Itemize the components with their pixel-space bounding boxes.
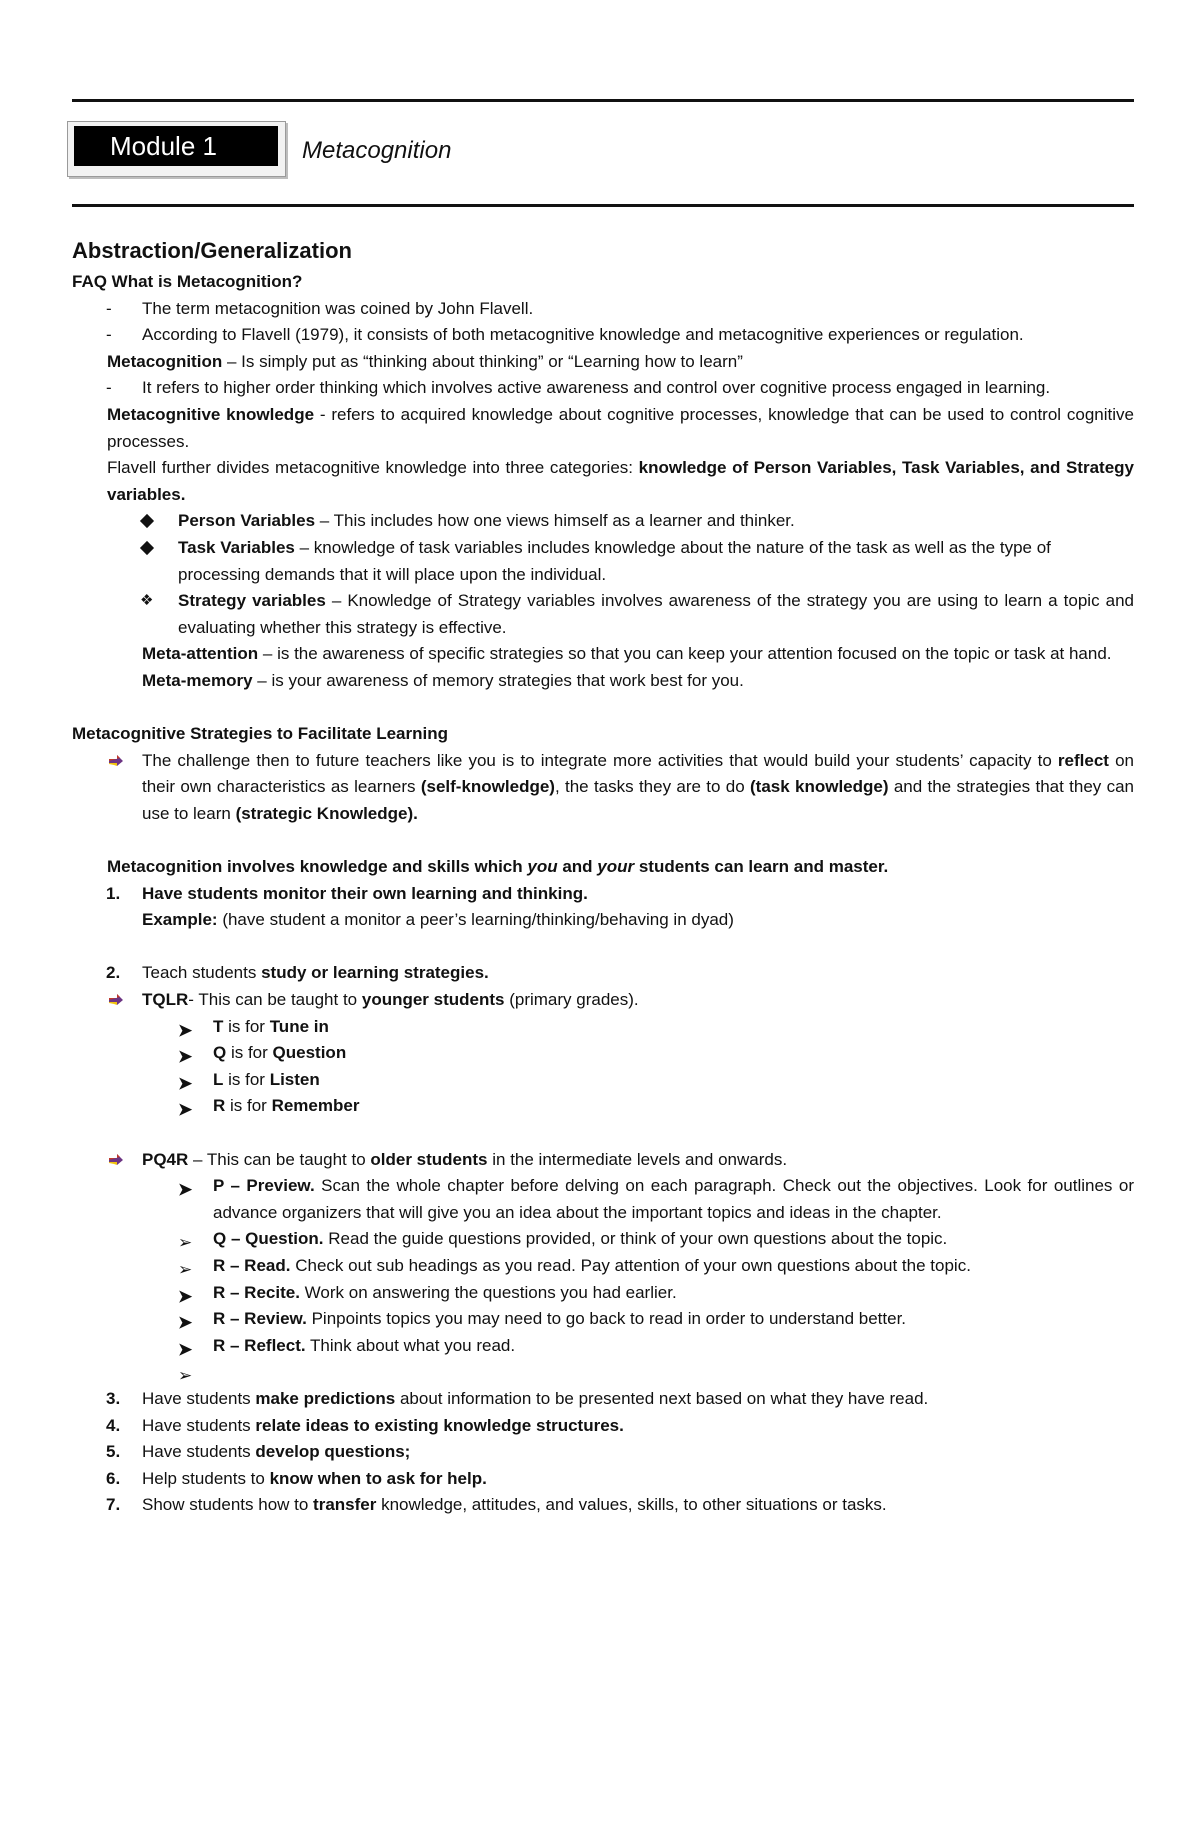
variable-item: Task Variables – knowledge of task variables includes knowledge about the nature of the task as well as the type of processing demands that it will place upon the individual. <box>72 535 1134 588</box>
dash-marker: - <box>106 298 112 318</box>
strategies-heading: Metacognitive Strategies to Facilitate Learning <box>72 724 448 744</box>
faq-heading: FAQ What is Metacognition? <box>72 272 303 291</box>
arrowhead-outline-bullet-icon: ➢ <box>178 1233 193 1253</box>
top-rule <box>72 99 1134 102</box>
list-item: 2. Teach students study or learning strategies. <box>106 963 489 983</box>
section-title: Abstraction/Generalization <box>72 238 352 263</box>
pq4r-subitem: ➢ Q – Question. Read the guide questions provided, or think of your own questions about the topic. <box>72 1226 1134 1253</box>
list-item: 5. Have students develop questions; <box>106 1442 411 1462</box>
spacer <box>72 695 1134 722</box>
pq4r-subitem: ➤ P – Preview. Scan the whole chapter before delving on each paragraph. Check out the objectives. Look for outlines or advance organizers that will give you an idea about the important topics and ideas in the chapter. <box>178 1176 1134 1222</box>
spacer <box>72 934 1134 961</box>
tqlr-item: TQLR- This can be taught to younger students (primary grades). <box>72 987 1134 1014</box>
variable-item: ❖ Strategy variables – Knowledge of Strategy variables involves awareness of the strategy you are using to learn a topic and evaluating whether this strategy is effective. <box>72 588 1134 641</box>
dash-marker: - <box>106 325 112 345</box>
arrowhead-bullet-icon: ➤ <box>178 1286 193 1306</box>
diamond-bullet-icon <box>140 541 154 555</box>
spacer <box>72 1120 1134 1147</box>
document-body <box>72 235 1134 1519</box>
arrowhead-bullet-icon: ➤ <box>178 1073 193 1093</box>
tqlr-subitem: ➤ Q is for Question <box>72 1040 1134 1067</box>
diamond-bullet-icon <box>140 514 154 528</box>
arrowhead-bullet-icon: ➤ <box>178 1313 193 1333</box>
pq4r-empty-subitem <box>72 1359 1134 1386</box>
arrowhead-bullet-icon: ➤ <box>178 1180 193 1200</box>
tqlr-subitem: ➤ T is for Tune in <box>72 1014 1134 1041</box>
metacognition-detail: - It refers to higher order thinking which involves active awareness and control over cognitive process engaged in learning. <box>72 375 1134 402</box>
arrow-bullet-icon <box>108 992 124 1007</box>
arrowhead-bullet-icon: ➤ <box>178 1100 193 1120</box>
faq-item: - According to Flavell (1979), it consists of both metacognitive knowledge and metacognitive experiences or regulation. <box>72 322 1134 349</box>
pq4r-item: PQ4R – This can be taught to older students in the intermediate levels and onwards. <box>72 1147 1134 1174</box>
spacer <box>72 827 1134 854</box>
involves-statement: Metacognition involves knowledge and skills which you and your students can learn and master. <box>107 857 889 877</box>
list-item: 4. Have students relate ideas to existing knowledge structures. <box>106 1415 624 1435</box>
header-bottom-rule <box>72 204 1134 207</box>
arrowhead-bullet-icon: ➤ <box>178 1020 193 1040</box>
module-badge <box>67 121 286 177</box>
variable-item: Person Variables – This includes how one views himself as a learner and thinker. <box>72 508 1134 535</box>
arrowhead-bullet-icon: ➤ <box>178 1047 193 1067</box>
list-item: 1. Have students monitor their own learning and thinking. <box>106 883 588 903</box>
arrowhead-outline-bullet-icon: ➢ <box>178 1366 193 1386</box>
meta-memory-definition: Meta-memory – is your awareness of memory strategies that work best for you. <box>142 670 744 690</box>
arrowhead-bullet-icon: ➤ <box>178 1339 193 1359</box>
pq4r-subitem: ➢ R – Read. Check out sub headings as you read. Pay attention of your own questions about the topic. <box>72 1253 1134 1280</box>
module-title: Metacognition <box>302 137 452 164</box>
list-item: 3. Have students make predictions about information to be presented next based on what they have read. <box>106 1388 929 1408</box>
pq4r-subitem: ➤ R – Review. Pinpoints topics you may need to go back to read in order to understand better. <box>72 1306 1134 1333</box>
list-item: 7. Show students how to transfer knowledge, attitudes, and values, skills, to other situations or tasks. <box>106 1495 887 1515</box>
meta-attention-definition: Meta-attention – is the awareness of specific strategies so that you can keep your attention focused on the topic or task at hand. <box>142 644 1112 664</box>
strategies-paragraph: The challenge then to future teachers like you is to integrate more activities that would build your students’ capacity to reflect on their own characteristics as learners (self-knowledge), the tasks they are to do (task knowledge) and the strategies that they can use to learn (strategic Knowledge). <box>72 748 1134 828</box>
module-label: Module 1 <box>74 126 278 166</box>
metacognition-definition: Metacognition – Is simply put as “thinking about thinking” or “Learning how to learn” <box>107 351 743 371</box>
meta-knowledge-definition: Metacognitive knowledge - refers to acquired knowledge about cognitive processes, knowledge that can be used to control cognitive processes. <box>107 404 1134 451</box>
list-example: Example: (have student a monitor a peer’s learning/thinking/behaving in dyad) <box>142 910 734 930</box>
flavell-categories: Flavell further divides metacognitive knowledge into three categories: knowledge of Person Variables, Task Variables, and Strategy variables. <box>107 458 1134 504</box>
tqlr-subitem: ➤ R is for Remember <box>72 1093 1134 1120</box>
arrow-bullet-icon <box>108 753 124 768</box>
faq-item: - The term metacognition was coined by John Flavell. <box>72 296 1134 323</box>
pq4r-subitem: ➤ R – Recite. Work on answering the questions you had earlier. <box>72 1280 1134 1307</box>
dash-marker: - <box>106 378 112 398</box>
list-item: 6. Help students to know when to ask for help. <box>106 1468 487 1488</box>
pq4r-subitem: ➤ R – Reflect. Think about what you read. <box>72 1333 1134 1360</box>
arrow-bullet-icon <box>108 1152 124 1167</box>
tqlr-subitem: ➤ L is for Listen <box>72 1067 1134 1094</box>
four-diamond-bullet-icon: ❖ <box>140 592 154 610</box>
arrowhead-outline-bullet-icon: ➢ <box>178 1259 193 1279</box>
